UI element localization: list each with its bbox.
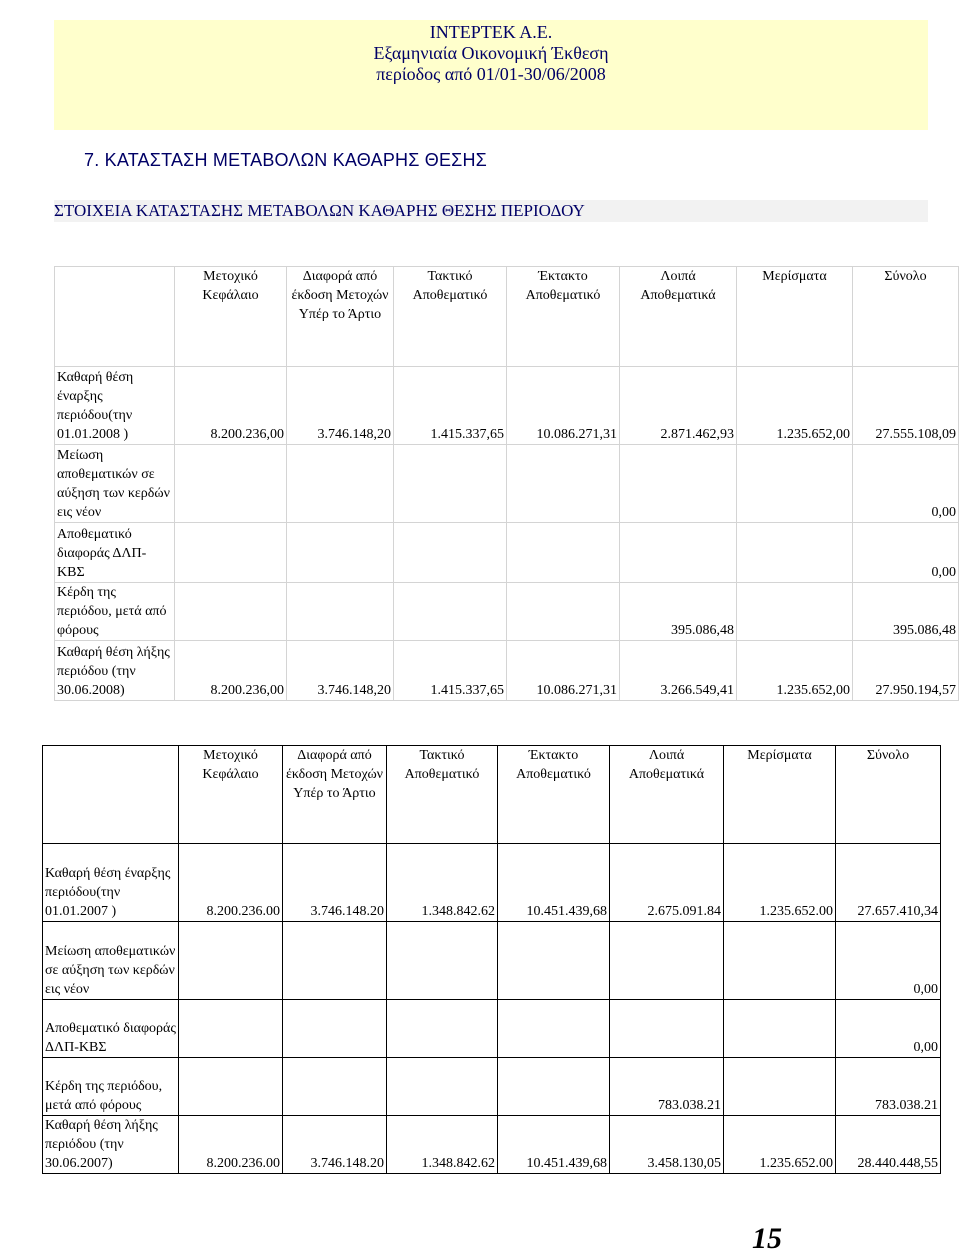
cell: 3.746.148.20	[283, 1116, 387, 1174]
column-header: Διαφορά από έκδοση Μετοχών Υπέρ το Άρτιο	[283, 746, 387, 844]
row-label: Μείωση αποθεματικών σε αύξηση των κερδών εις νέον	[55, 445, 175, 523]
report-type: Εξαμηνιαία Οικονομική Έκθεση	[373, 43, 609, 63]
table-header-row	[43, 746, 941, 844]
cell: 1.235.652,00	[737, 641, 853, 701]
table-row	[55, 641, 959, 701]
cell	[507, 523, 620, 583]
cell	[283, 1000, 387, 1058]
cell	[179, 922, 283, 1000]
cell: 8.200.236,00	[175, 641, 287, 701]
table-subtitle: ΣΤΟΙΧΕΙΑ ΚΑΤΑΣΤΑΣΗΣ ΜΕΤΑΒΟΛΩΝ ΚΑΘΑΡΗΣ ΘΕΣΗΣ ΠΕΡΙΟΔΟΥ	[54, 200, 928, 222]
cell	[498, 1000, 610, 1058]
cell: 1.235.652,00	[737, 367, 853, 445]
cell: 1.415.337,65	[394, 367, 507, 445]
cell: 1.348.842.62	[387, 844, 498, 922]
column-header: Μετοχικό Κεφάλαιο	[175, 267, 287, 367]
cell: 3.458.130,05	[610, 1116, 724, 1174]
row-label: Καθαρή θέση λήξης περιόδου (την 30.06.2007)	[43, 1116, 179, 1174]
table-row	[43, 1058, 941, 1116]
cell: 3.746.148,20	[287, 367, 394, 445]
cell	[287, 523, 394, 583]
cell: 395.086,48	[620, 583, 737, 641]
cell	[394, 523, 507, 583]
company-name: ΙΝΤΕΡΤΕΚ Α.Ε.	[429, 22, 553, 42]
row-label: Κέρδη της περιόδου, μετά από φόρους	[55, 583, 175, 641]
cell	[724, 1000, 836, 1058]
equity-changes-table-2008	[54, 266, 959, 701]
cell	[175, 445, 287, 523]
cell: 0,00	[853, 445, 959, 523]
cell	[737, 445, 853, 523]
cell	[387, 1000, 498, 1058]
column-header: Λοιπά Αποθεματικά	[610, 746, 724, 844]
cell: 0,00	[836, 922, 941, 1000]
cell	[498, 1058, 610, 1116]
table-row	[43, 1000, 941, 1058]
row-label: Κέρδη της περιόδου, μετά από φόρους	[43, 1058, 179, 1116]
equity-changes-table-2007	[42, 745, 941, 1174]
cell: 1.235.652.00	[724, 1116, 836, 1174]
cell	[394, 583, 507, 641]
report-period: περίοδος από 01/01-30/06/2008	[376, 64, 606, 84]
header-corner	[43, 746, 179, 844]
cell	[179, 1058, 283, 1116]
cell: 3.746.148,20	[287, 641, 394, 701]
cell	[179, 1000, 283, 1058]
cell	[610, 1000, 724, 1058]
table-row	[43, 1116, 941, 1174]
cell: 1.235.652.00	[724, 844, 836, 922]
table-header-row	[55, 267, 959, 367]
cell	[387, 1058, 498, 1116]
cell	[610, 922, 724, 1000]
column-header: Λοιπά Αποθεματικά	[620, 267, 737, 367]
column-header: Σύνολο	[836, 746, 941, 844]
cell	[737, 583, 853, 641]
cell	[724, 1058, 836, 1116]
cell: 8.200.236,00	[175, 367, 287, 445]
cell	[498, 922, 610, 1000]
cell: 395.086,48	[853, 583, 959, 641]
row-label: Καθαρή θέση λήξης περιόδου (την 30.06.2008)	[55, 641, 175, 701]
cell: 3.266.549,41	[620, 641, 737, 701]
column-header: Διαφορά από έκδοση Μετοχών Υπέρ το Άρτιο	[287, 267, 394, 367]
column-header: Σύνολο	[853, 267, 959, 367]
cell	[287, 583, 394, 641]
cell: 10.086.271,31	[507, 641, 620, 701]
row-label: Καθαρή θέση έναρξης περιόδου(την 01.01.2007 )	[43, 844, 179, 922]
column-header: Μερίσματα	[737, 267, 853, 367]
row-label: Αποθεματικό διαφοράς ΔΛΠ-ΚΒΣ	[43, 1000, 179, 1058]
cell	[387, 922, 498, 1000]
cell	[507, 445, 620, 523]
column-header: Μετοχικό Κεφάλαιο	[179, 746, 283, 844]
table-row	[55, 583, 959, 641]
cell: 0,00	[853, 523, 959, 583]
cell: 8.200.236.00	[179, 1116, 283, 1174]
cell	[283, 1058, 387, 1116]
cell: 0,00	[836, 1000, 941, 1058]
cell: 2.871.462,93	[620, 367, 737, 445]
cell	[507, 583, 620, 641]
page-number: 15	[752, 1222, 782, 1255]
cell: 1.415.337,65	[394, 641, 507, 701]
cell: 27.657.410,34	[836, 844, 941, 922]
cell	[283, 922, 387, 1000]
cell: 10.086.271,31	[507, 367, 620, 445]
cell	[394, 445, 507, 523]
table-row	[55, 367, 959, 445]
cell	[175, 583, 287, 641]
cell: 10.451.439,68	[498, 1116, 610, 1174]
table-row	[43, 844, 941, 922]
table-row	[43, 922, 941, 1000]
cell: 3.746.148.20	[283, 844, 387, 922]
table-row	[55, 445, 959, 523]
section-title: 7. ΚΑΤΑΣΤΑΣΗ ΜΕΤΑΒΟΛΩΝ ΚΑΘΑΡΗΣ ΘΕΣΗΣ	[84, 150, 488, 170]
header-corner	[55, 267, 175, 367]
column-header: Μερίσματα	[724, 746, 836, 844]
cell	[620, 523, 737, 583]
column-header: Έκτακτο Αποθεματικό	[498, 746, 610, 844]
cell: 8.200.236.00	[179, 844, 283, 922]
cell	[620, 445, 737, 523]
cell	[737, 523, 853, 583]
cell: 783.038.21	[610, 1058, 724, 1116]
cell: 27.950.194,57	[853, 641, 959, 701]
column-header: Τακτικό Αποθεματικό	[394, 267, 507, 367]
row-label: Καθαρή θέση έναρξης περιόδου(την 01.01.2008 )	[55, 367, 175, 445]
cell: 1.348.842.62	[387, 1116, 498, 1174]
cell: 783.038.21	[836, 1058, 941, 1116]
row-label: Μείωση αποθεματικών σε αύξηση των κερδών εις νέον	[43, 922, 179, 1000]
cell	[287, 445, 394, 523]
row-label: Αποθεματικό διαφοράς ΔΛΠ-ΚΒΣ	[55, 523, 175, 583]
report-header	[54, 20, 928, 130]
cell: 2.675.091.84	[610, 844, 724, 922]
cell: 10.451.439,68	[498, 844, 610, 922]
cell: 27.555.108,09	[853, 367, 959, 445]
cell	[724, 922, 836, 1000]
column-header: Τακτικό Αποθεματικό	[387, 746, 498, 844]
cell	[175, 523, 287, 583]
table-row	[55, 523, 959, 583]
cell: 28.440.448,55	[836, 1116, 941, 1174]
column-header: Έκτακτο Αποθεματικό	[507, 267, 620, 367]
